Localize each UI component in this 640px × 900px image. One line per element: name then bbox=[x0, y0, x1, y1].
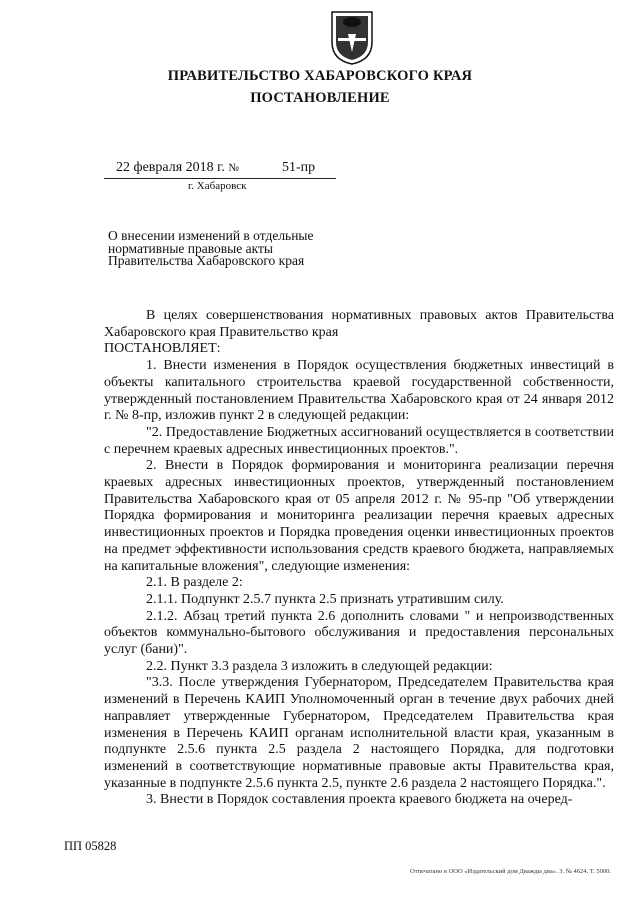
document-date bbox=[116, 160, 239, 176]
printer-imprint: Отпечатано в ООО «Издательский дом Дважды два». З. № 4624. Т. 5000. bbox=[410, 868, 611, 875]
document-body bbox=[104, 308, 614, 809]
document-code: ПП 05828 bbox=[64, 839, 117, 853]
intro-paragraph: В целях совершенствования нормативных правовых актов Правительства Хабаровского края Правительство края bbox=[104, 308, 614, 340]
government-title: ПРАВИТЕЛЬСТВО ХАБАРОВСКОГО КРАЯ bbox=[167, 68, 473, 84]
paragraph-2-1: 2.1. В разделе 2: bbox=[146, 575, 243, 591]
document-type-title: ПОСТАНОВЛЕНИЕ bbox=[250, 90, 390, 106]
paragraph-2-1-1: 2.1.1. Подпункт 2.5.7 пункта 2.5 признать утратившим силу. bbox=[146, 591, 504, 607]
coat-of-arms-emblem bbox=[328, 8, 376, 66]
document-city: г. Хабаровск bbox=[188, 180, 247, 192]
date-underline bbox=[104, 178, 336, 179]
document-subject: О внесении изменений в отдельные нормативные правовые акты Правительства Хабаровского края bbox=[108, 228, 314, 268]
paragraph-1-quote: "2. Предоставление Бюджетных ассигнований осуществляется в соответствии с перечнем краевых адресных инвестиционных проектов.". bbox=[104, 424, 614, 457]
paragraph-1: 1. Внести изменения в Порядок осуществления бюджетных инвестиций в объекты капитального строительства краевой государственной собственности, утвержденный постановлением Правительства Хабаровского края от 24 января 2012 г. № 8-пр, изложив пункт 2 в следующей редакции: bbox=[104, 358, 614, 424]
decree-word: ПОСТАНОВЛЯЕТ: bbox=[104, 341, 221, 357]
date-value: 22 февраля 2018 г. bbox=[116, 160, 225, 175]
paragraph-2-1-2: 2.1.2. Абзац третий пункта 2.6 дополнить словами " и непроизводственных объектов коммунально-бытового обслуживания и предоставления персональных услуг (бани)". bbox=[104, 608, 614, 658]
paragraph-3: 3. Внести в Порядок составления проекта краевого бюджета на очеред- bbox=[146, 792, 573, 808]
paragraph-2: 2. Внести в Порядок формирования и мониторинга реализации перечня краевых адресных инвестиционных проектов, утвержденный постановлением Правительства Хабаровского края от 05 апреля 2012 г. № 95-пр "Об утверждении Порядка формирования и мониторинга реализации перечня краевых адресных инвестиционных проектов и Порядка проведения оценки инвестиционных проектов на предмет эффективности использования средств краевого бюджета, направляемых на капитальные вложения", следующие изменения: bbox=[104, 458, 614, 574]
document-number: 51-пр bbox=[282, 160, 316, 175]
paragraph-2-2-quote: "3.3. После утверждения Губернатором, Председателем Правительства края изменений в Перечень КАИП Уполномоченный орган в течение двух рабочих дней направляет утвержденные Губернатором, Председателем Правительства края изменения в Перечень КАИП органам исполнительной власти края, указанным в подпункте 2.5.6 пункта 2.5 раздела 2 настоящего Порядка, для подготовки изменений в соответствующие нормативные правовые акты Правительства края, указанные в подпункте 2.5.6 пункта 2.5, пункте 2.6 раздела 2 настоящего Порядка.". bbox=[104, 675, 614, 791]
number-label: № bbox=[228, 162, 239, 174]
paragraph-2-2: 2.2. Пункт 3.3 раздела 3 изложить в следующей редакции: bbox=[146, 658, 493, 674]
